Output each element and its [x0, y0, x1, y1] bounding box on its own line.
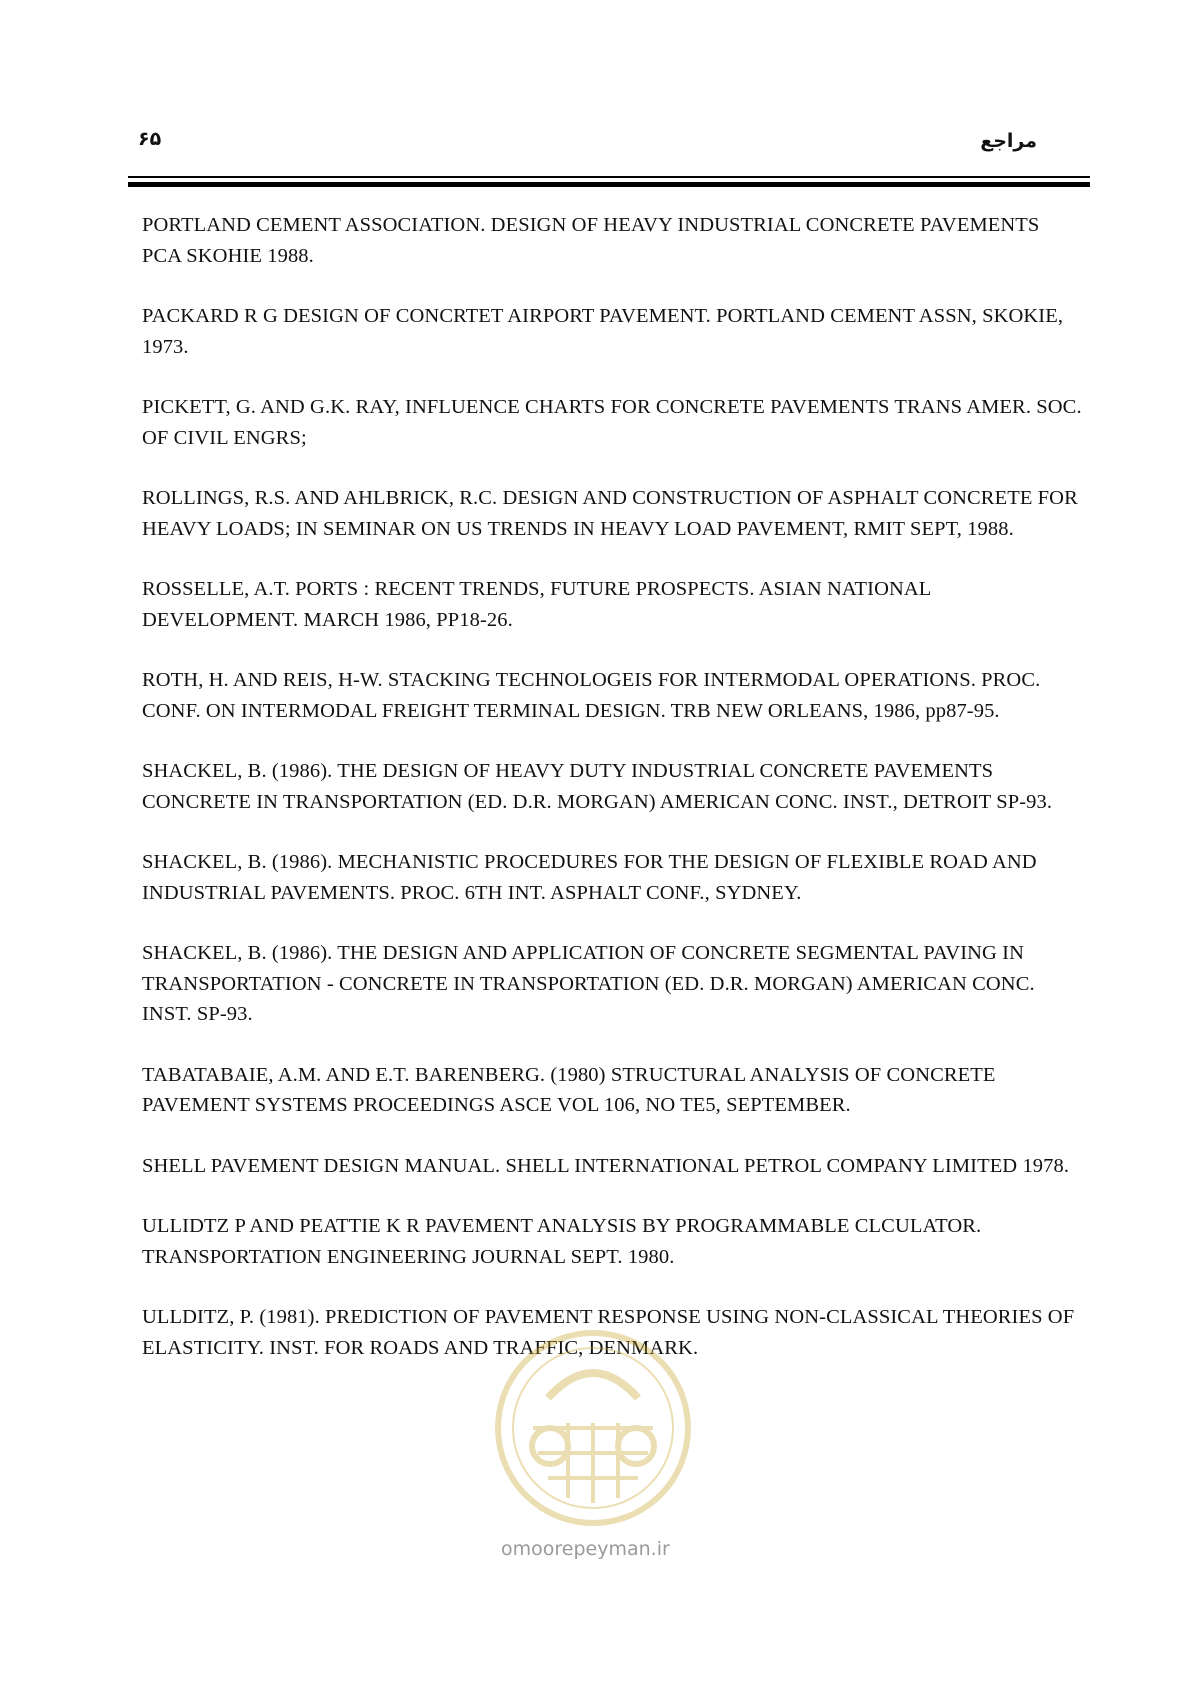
header-rule-thin — [128, 176, 1090, 178]
reference-item: ULLIDTZ P AND PEATTIE K R PAVEMENT ANALYSIS BY PROGRAMMABLE CLCULATOR. TRANSPORTATION ENGINEERING JOURNAL SEPT. 1980. — [142, 1215, 982, 1268]
reference-item: PACKARD R G DESIGN OF CONCRTET AIRPORT PAVEMENT. PORTLAND CEMENT ASSN, SKOKIE, 1973. — [142, 305, 1064, 358]
header-rule-thick — [128, 182, 1090, 187]
page-number: ۶۵ — [138, 128, 162, 150]
reference-item: SHELL PAVEMENT DESIGN MANUAL. SHELL INTERNATIONAL PETROL COMPANY LIMITED 1978. — [142, 1154, 1070, 1177]
reference-item: ULLDITZ, P. (1981). PREDICTION OF PAVEMENT RESPONSE USING NON-CLASSICAL THEORIES OF ELASTICITY. INST. FOR ROADS AND TRAFFIC, DENMARK. — [142, 1306, 1075, 1359]
reference-item: SHACKEL, B. (1986). THE DESIGN OF HEAVY DUTY INDUSTRIAL CONCRETE PAVEMENTS CONCRETE IN TRANSPORTATION (ED. D.R. MORGAN) AMERICAN CONC. INST., DETROIT SP-93. — [142, 760, 1053, 813]
watermark-text: omoorepeyman.ir — [501, 1538, 670, 1560]
reference-list — [142, 210, 1082, 1393]
reference-item: SHACKEL, B. (1986). MECHANISTIC PROCEDURES FOR THE DESIGN OF FLEXIBLE ROAD AND INDUSTRIAL PAVEMENTS. PROC. 6TH INT. ASPHALT CONF., SYDNEY. — [142, 851, 1037, 904]
reference-item: PORTLAND CEMENT ASSOCIATION. DESIGN OF HEAVY INDUSTRIAL CONCRETE PAVEMENTS PCA SKOHIE 1988. — [142, 214, 1040, 267]
reference-item: TABATABAIE, A.M. AND E.T. BARENBERG. (1980) STRUCTURAL ANALYSIS OF CONCRETE PAVEMENT SYSTEMS PROCEEDINGS ASCE VOL 106, NO TE5, SEPTEMBER. — [142, 1063, 996, 1116]
reference-item: PICKETT, G. AND G.K. RAY, INFLUENCE CHARTS FOR CONCRETE PAVEMENTS TRANS AMER. SOC. OF CIVIL ENGRS; — [142, 396, 1082, 449]
reference-item: ROSSELLE, A.T. PORTS : RECENT TRENDS, FUTURE PROSPECTS. ASIAN NATIONAL DEVELOPMENT. MARCH 1986, PP18-26. — [142, 578, 931, 631]
reference-item: SHACKEL, B. (1986). THE DESIGN AND APPLICATION OF CONCRETE SEGMENTAL PAVING IN TRANSPORTATION - CONCRETE IN TRANSPORTATION (ED. D.R. MORGAN) AMERICAN CONC. INST. SP-93. — [142, 942, 1035, 1025]
chapter-title: مراجع — [980, 130, 1037, 152]
reference-item: ROTH, H. AND REIS, H-W. STACKING TECHNOLOGEIS FOR INTERMODAL OPERATIONS. PROC. CONF. ON INTERMODAL FREIGHT TERMINAL DESIGN. TRB NEW ORLEANS, 1986, pp87-95. — [142, 669, 1041, 722]
reference-item: ROLLINGS, R.S. AND AHLBRICK, R.C. DESIGN AND CONSTRUCTION OF ASPHALT CONCRETE FOR HEAVY LOADS; IN SEMINAR ON US TRENDS IN HEAVY LOAD PAVEMENT, RMIT SEPT, 1988. — [142, 487, 1078, 540]
